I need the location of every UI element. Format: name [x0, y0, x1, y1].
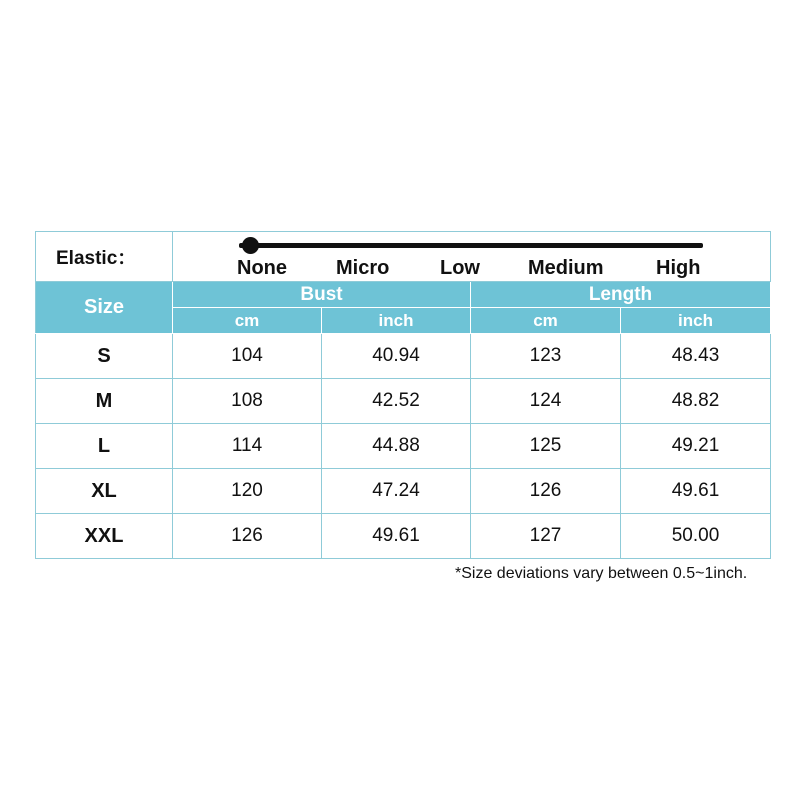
- bust-inch-cell: 49.61: [322, 514, 471, 559]
- size-cell: XXL: [36, 514, 173, 559]
- length-inch-cell: 48.82: [621, 379, 771, 424]
- bust-inch-cell: 42.52: [322, 379, 471, 424]
- elastic-row: [36, 232, 771, 282]
- length-cm-cell: 124: [471, 379, 621, 424]
- table-row: [36, 334, 771, 379]
- table-row: [36, 469, 771, 514]
- length-inch-cell: 49.21: [621, 424, 771, 469]
- bust-cm-cell: 126: [173, 514, 322, 559]
- header-bust-cm: cm: [173, 308, 322, 334]
- elastic-level-low: Low: [440, 257, 480, 279]
- bust-inch-cell: 44.88: [322, 424, 471, 469]
- bust-cm-cell: 114: [173, 424, 322, 469]
- elastic-label: Elastic：: [36, 232, 173, 282]
- header-bust-inch: inch: [322, 308, 471, 334]
- bust-cm-cell: 104: [173, 334, 322, 379]
- bust-cm-cell: 120: [173, 469, 322, 514]
- elastic-level-high: High: [656, 257, 701, 279]
- elastic-indicator-dot: [242, 237, 259, 254]
- header-size: Size: [36, 282, 173, 334]
- length-inch-cell: 50.00: [621, 514, 771, 559]
- length-cm-cell: 126: [471, 469, 621, 514]
- size-chart-table: [35, 231, 771, 559]
- header-length: Length: [471, 282, 771, 308]
- bust-inch-cell: 47.24: [322, 469, 471, 514]
- elastic-scale-line: [239, 243, 703, 248]
- length-inch-cell: 49.61: [621, 469, 771, 514]
- elastic-level-none: None: [237, 257, 287, 279]
- length-cm-cell: 125: [471, 424, 621, 469]
- length-inch-cell: 48.43: [621, 334, 771, 379]
- length-cm-cell: 127: [471, 514, 621, 559]
- length-cm-cell: 123: [471, 334, 621, 379]
- elastic-scale: [173, 232, 771, 282]
- table-row: [36, 424, 771, 469]
- bust-cm-cell: 108: [173, 379, 322, 424]
- size-cell: L: [36, 424, 173, 469]
- elastic-level-medium: Medium: [528, 257, 604, 279]
- size-deviation-footnote: *Size deviations vary between 0.5~1inch.: [455, 565, 748, 582]
- table-row: [36, 514, 771, 559]
- size-cell: M: [36, 379, 173, 424]
- header-row-groups: [36, 282, 771, 308]
- elastic-level-micro: Micro: [336, 257, 390, 279]
- size-cell: S: [36, 334, 173, 379]
- table-row: [36, 379, 771, 424]
- header-length-cm: cm: [471, 308, 621, 334]
- header-bust: Bust: [173, 282, 471, 308]
- bust-inch-cell: 40.94: [322, 334, 471, 379]
- size-cell: XL: [36, 469, 173, 514]
- header-length-inch: inch: [621, 308, 771, 334]
